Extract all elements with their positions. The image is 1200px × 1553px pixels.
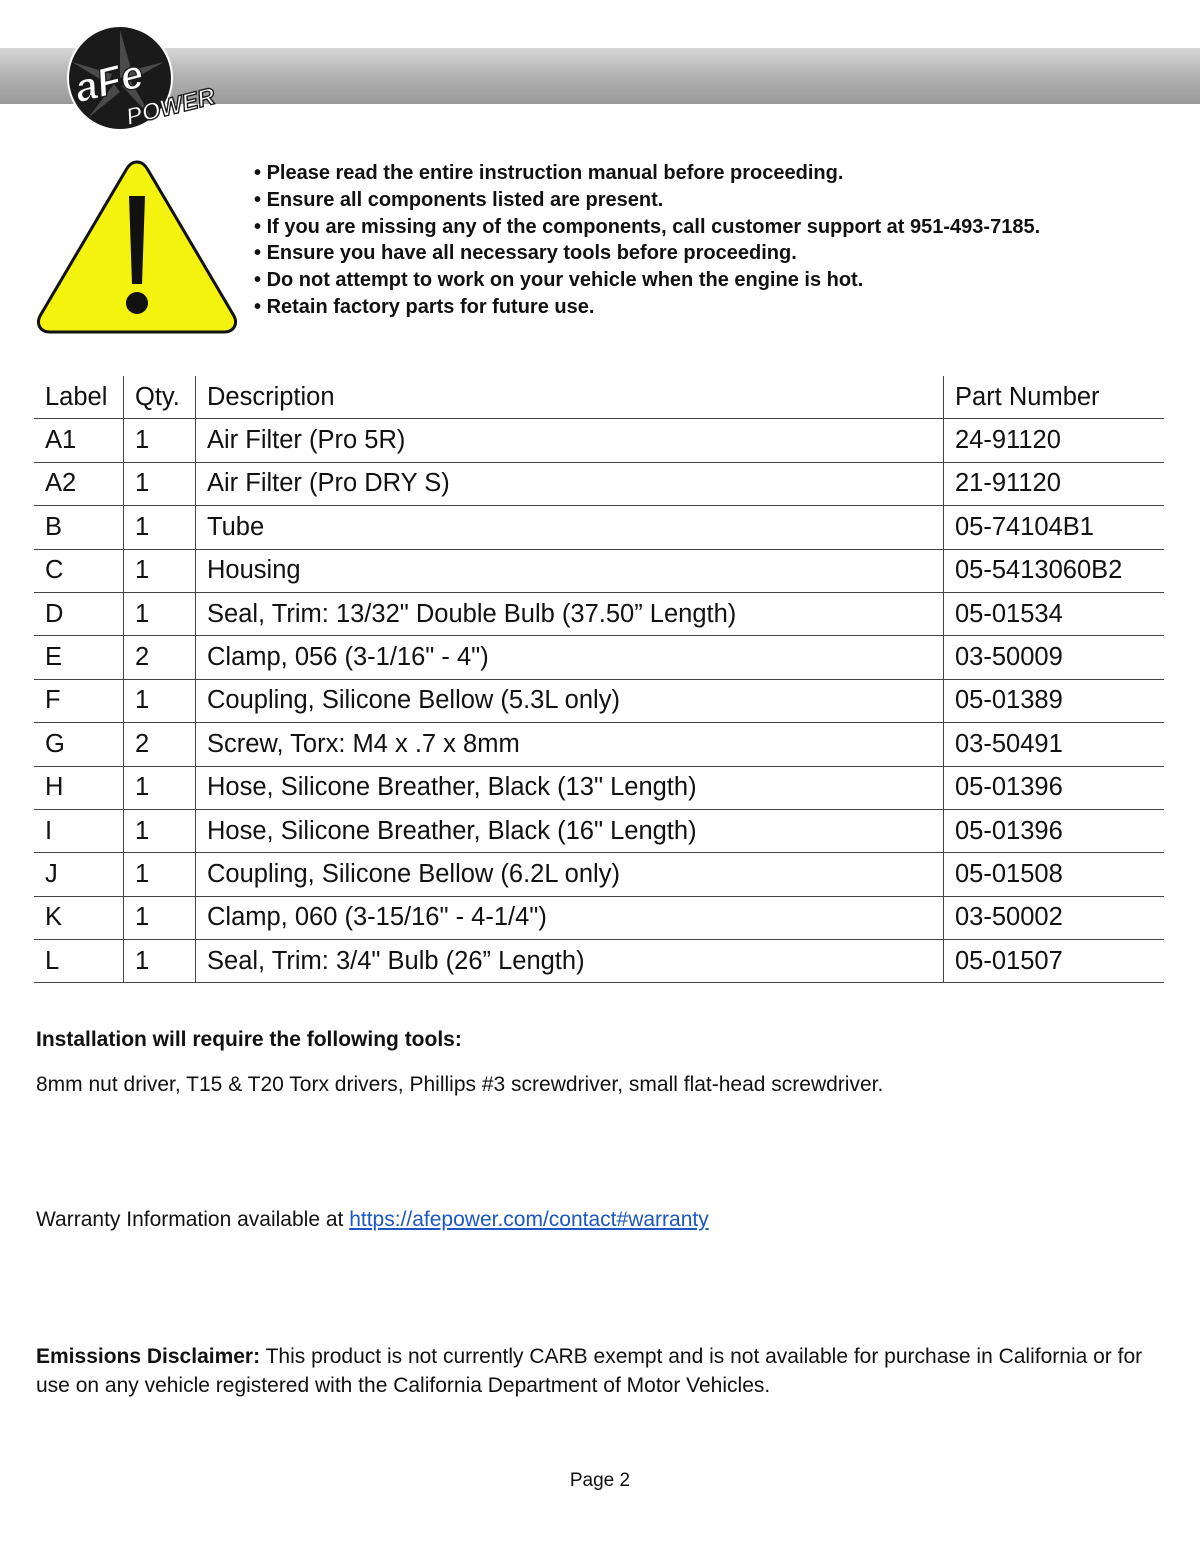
cell-description: Hose, Silicone Breather, Black (13" Length) [196, 766, 944, 809]
warning-item: • Ensure you have all necessary tools before proceeding. [254, 240, 1040, 267]
cell-part-number: 05-01508 [944, 853, 1165, 896]
header-description: Description [196, 376, 944, 419]
cell-part-number: 03-50491 [944, 723, 1165, 766]
table-row [34, 896, 1164, 939]
table-row [34, 679, 1164, 722]
emissions-disclaimer [36, 1342, 1146, 1400]
cell-label: B [34, 506, 124, 549]
cell-description: Seal, Trim: 13/32" Double Bulb (37.50” Length) [196, 592, 944, 635]
tools-list: 8mm nut driver, T15 & T20 Torx drivers, Phillips #3 screwdriver, small flat-head screwdriver. [36, 1073, 884, 1096]
cell-description: Screw, Torx: M4 x .7 x 8mm [196, 723, 944, 766]
table-row [34, 636, 1164, 679]
cell-description: Coupling, Silicone Bellow (5.3L only) [196, 679, 944, 722]
header-qty: Qty. [124, 376, 196, 419]
cell-qty: 1 [124, 462, 196, 505]
cell-qty: 1 [124, 419, 196, 462]
cell-qty: 1 [124, 506, 196, 549]
parts-table-header [34, 376, 1164, 419]
cell-qty: 2 [124, 723, 196, 766]
cell-description: Hose, Silicone Breather, Black (16" Length) [196, 809, 944, 852]
cell-label: F [34, 679, 124, 722]
table-row [34, 723, 1164, 766]
cell-description: Seal, Trim: 3/4" Bulb (26” Length) [196, 940, 944, 983]
cell-qty: 1 [124, 592, 196, 635]
disclaimer-text: This product is not currently CARB exempt and is not available for purchase in California or for use on any vehicle registered with the California Department of Motor Vehicles. [36, 1345, 1143, 1397]
cell-qty: 2 [124, 636, 196, 679]
cell-part-number: 03-50002 [944, 896, 1165, 939]
cell-label: L [34, 940, 124, 983]
table-row [34, 853, 1164, 896]
logo-text-main: aFe [70, 52, 148, 112]
table-row [34, 419, 1164, 462]
cell-part-number: 24-91120 [944, 419, 1165, 462]
cell-qty: 1 [124, 940, 196, 983]
cell-description: Coupling, Silicone Bellow (6.2L only) [196, 853, 944, 896]
table-row [34, 506, 1164, 549]
parts-table [34, 376, 1164, 983]
warning-triangle-icon [34, 156, 240, 338]
cell-part-number: 05-01389 [944, 679, 1165, 722]
table-row [34, 809, 1164, 852]
logo-text-sub: POWER [123, 82, 218, 132]
warning-item: • If you are missing any of the components, call customer support at 951-493-7185. [254, 214, 1040, 241]
cell-description: Tube [196, 506, 944, 549]
cell-label: E [34, 636, 124, 679]
cell-part-number: 21-91120 [944, 462, 1165, 505]
warning-item: • Retain factory parts for future use. [254, 294, 1040, 321]
tools-heading: Installation will require the following tools: [36, 1028, 462, 1051]
cell-label: G [34, 723, 124, 766]
warning-item: • Ensure all components listed are present. [254, 187, 1040, 214]
cell-label: I [34, 809, 124, 852]
cell-part-number: 05-01396 [944, 809, 1165, 852]
warranty-info [36, 1208, 709, 1232]
afe-power-logo [62, 22, 242, 134]
warranty-link[interactable]: https://afepower.com/contact#warranty [349, 1208, 709, 1231]
cell-qty: 1 [124, 896, 196, 939]
cell-part-number: 05-01396 [944, 766, 1165, 809]
disclaimer-label: Emissions Disclaimer: [36, 1345, 261, 1368]
table-row [34, 549, 1164, 592]
cell-label: K [34, 896, 124, 939]
table-row [34, 462, 1164, 505]
table-row [34, 592, 1164, 635]
cell-description: Housing [196, 549, 944, 592]
cell-description: Clamp, 056 (3-1/16" - 4") [196, 636, 944, 679]
cell-part-number: 05-01534 [944, 592, 1165, 635]
warning-item: • Do not attempt to work on your vehicle when the engine is hot. [254, 267, 1040, 294]
cell-description: Air Filter (Pro DRY S) [196, 462, 944, 505]
warning-item: • Please read the entire instruction manual before proceeding. [254, 160, 1040, 187]
cell-label: H [34, 766, 124, 809]
cell-part-number: 05-74104B1 [944, 506, 1165, 549]
cell-label: D [34, 592, 124, 635]
cell-label: J [34, 853, 124, 896]
cell-qty: 1 [124, 679, 196, 722]
warranty-text: Warranty Information available at [36, 1208, 350, 1231]
cell-part-number: 05-5413060B2 [944, 549, 1165, 592]
header-part-number: Part Number [944, 376, 1165, 419]
cell-part-number: 05-01507 [944, 940, 1165, 983]
cell-description: Air Filter (Pro 5R) [196, 419, 944, 462]
cell-label: C [34, 549, 124, 592]
cell-qty: 1 [124, 549, 196, 592]
cell-label: A2 [34, 462, 124, 505]
table-row [34, 766, 1164, 809]
cell-part-number: 03-50009 [944, 636, 1165, 679]
page-number: Page 2 [569, 1470, 631, 1491]
table-row [34, 940, 1164, 983]
cell-qty: 1 [124, 853, 196, 896]
cell-qty: 1 [124, 766, 196, 809]
cell-description: Clamp, 060 (3-15/16" - 4-1/4") [196, 896, 944, 939]
cell-label: A1 [34, 419, 124, 462]
header-label: Label [34, 376, 124, 419]
warning-list [254, 160, 1040, 321]
cell-qty: 1 [124, 809, 196, 852]
